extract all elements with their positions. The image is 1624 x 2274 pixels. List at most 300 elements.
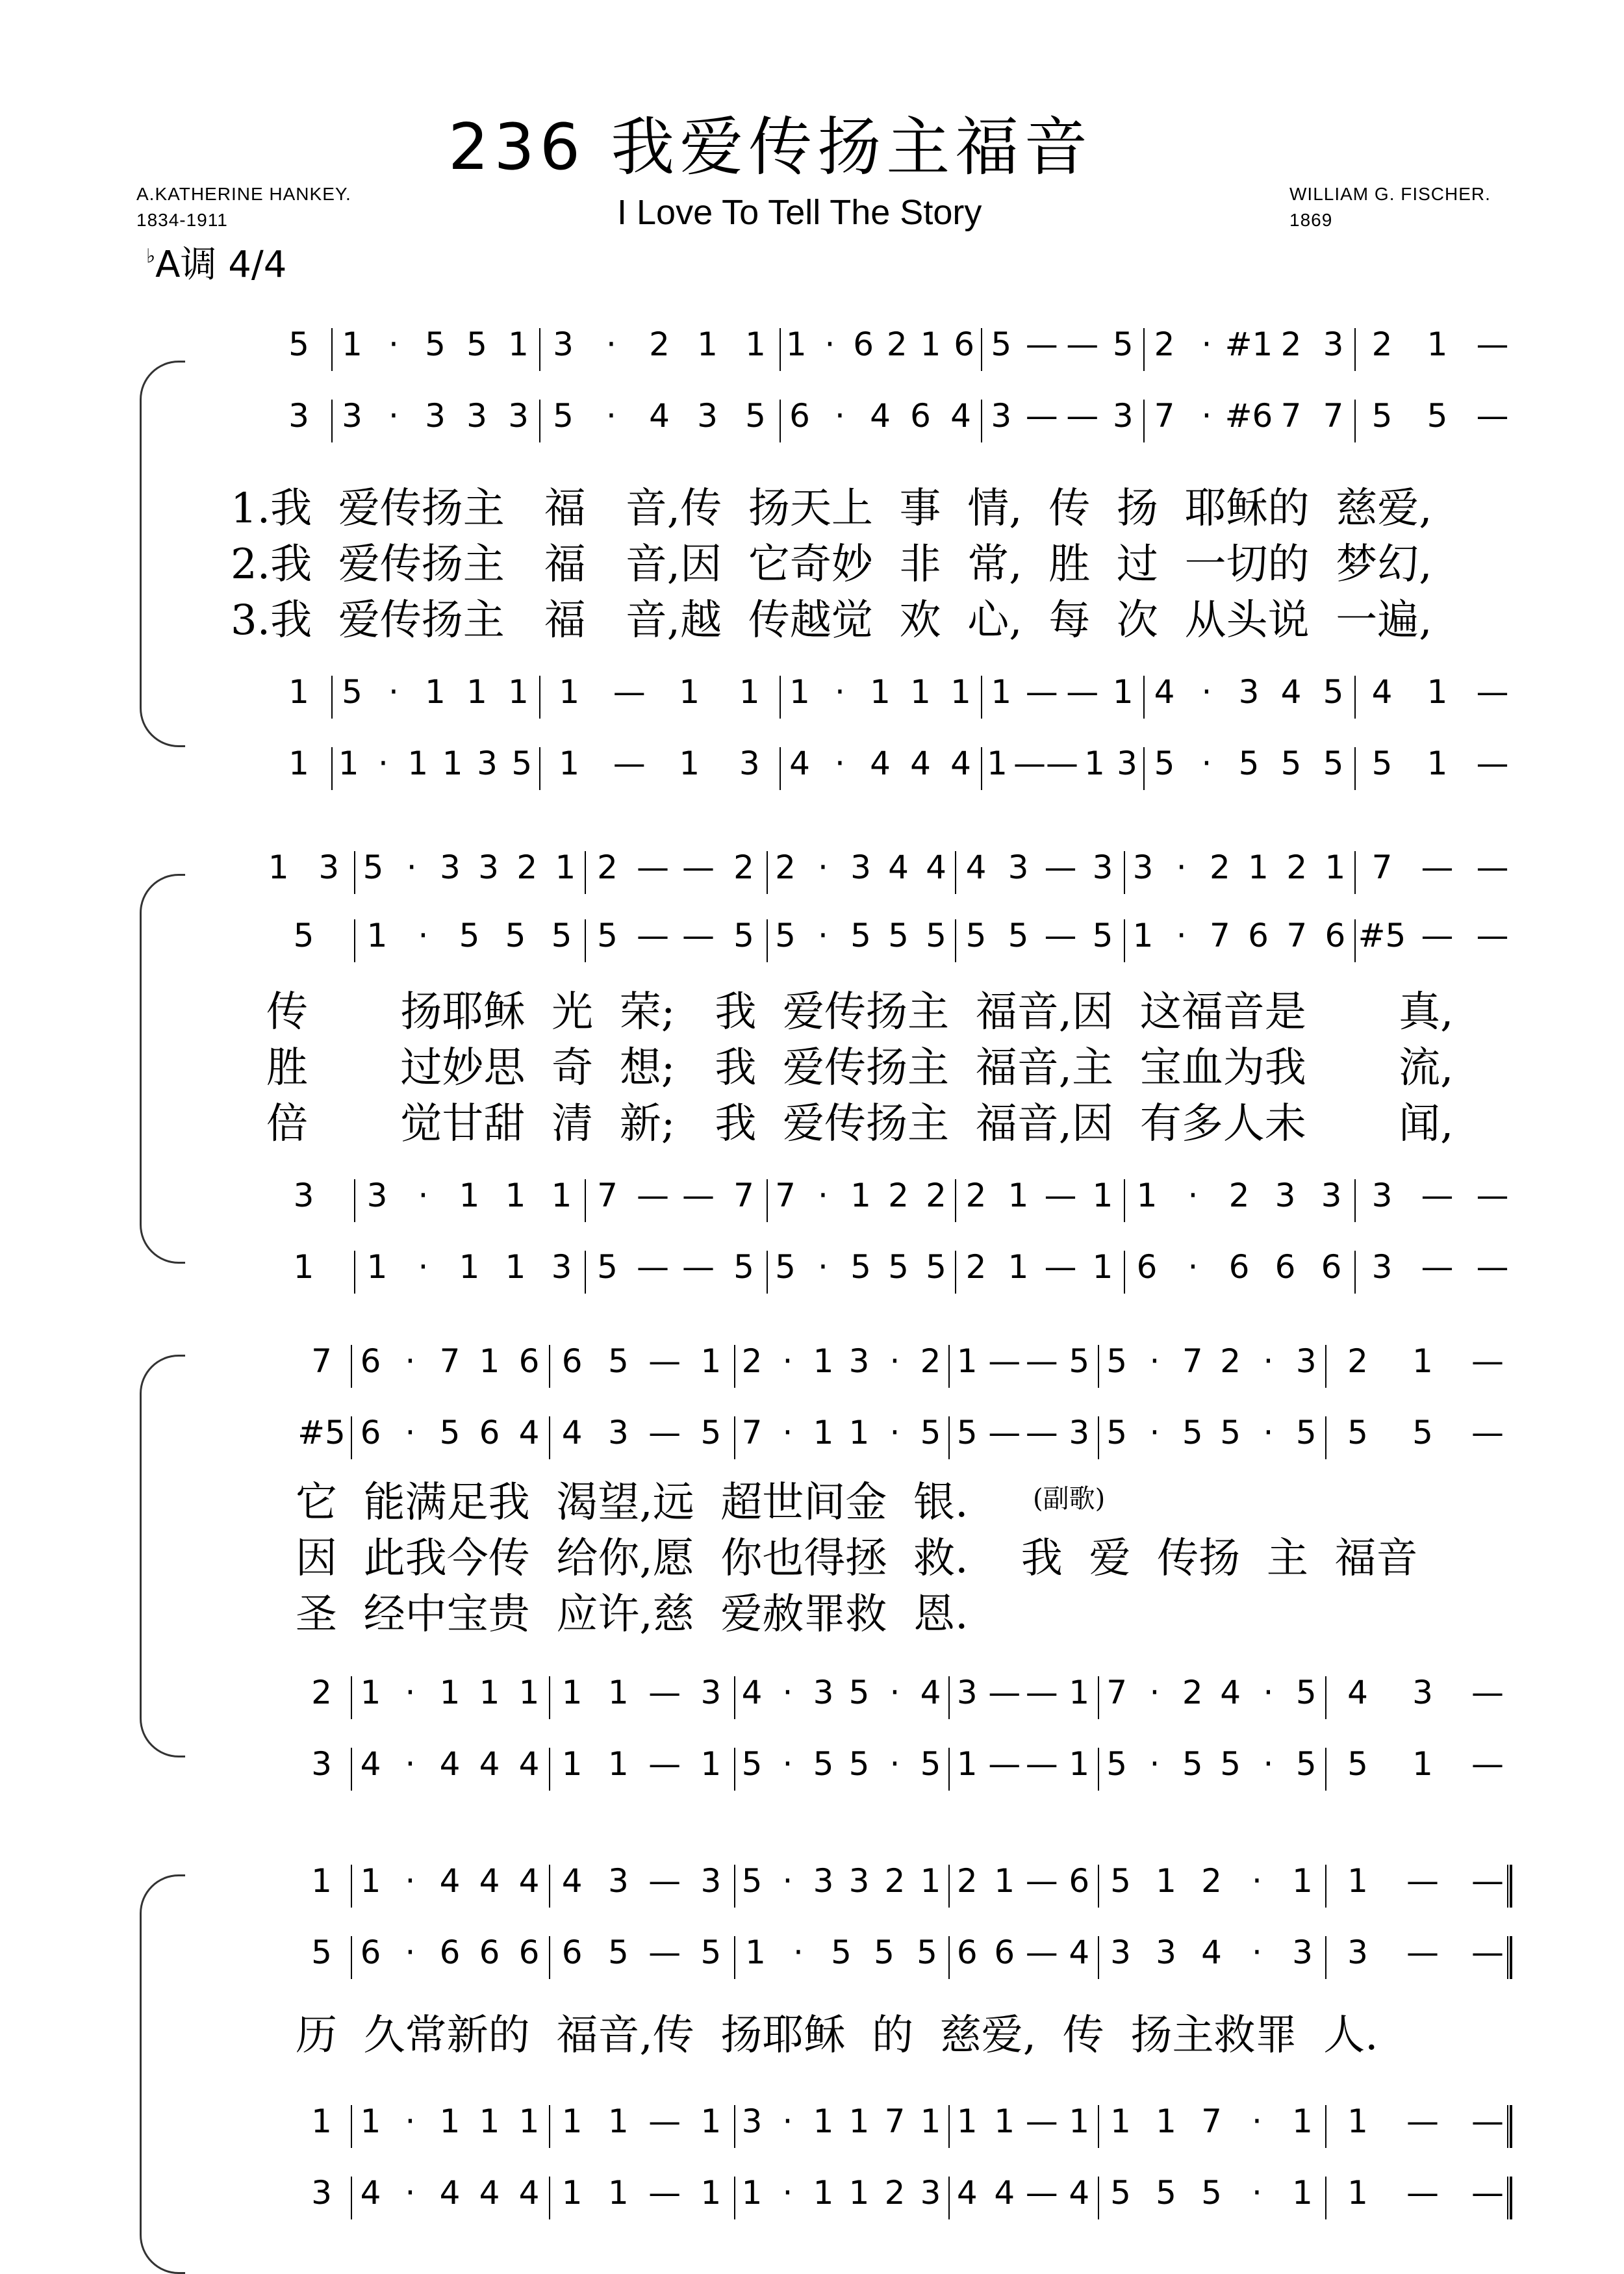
note: 5 xyxy=(1069,1342,1090,1380)
note: 6 xyxy=(1275,1248,1296,1286)
note: 4 xyxy=(561,1414,583,1451)
bar-line xyxy=(780,676,781,719)
sustain-dash: — xyxy=(1421,1248,1454,1286)
dot: · xyxy=(606,397,616,435)
note: 4 xyxy=(870,397,891,435)
lyric-line: 1.我 爱传扬主 福 音,传 扬天上 事 情, 传 扬 耶稣的 慈爱, xyxy=(231,485,1432,533)
bar-line xyxy=(549,1865,550,1908)
note: 1 xyxy=(288,745,309,782)
note: 1 xyxy=(700,2174,722,2212)
note: 3 xyxy=(1347,1934,1368,1971)
bar-line xyxy=(948,2105,950,2148)
bar-line xyxy=(1325,1936,1326,1979)
bass-row xyxy=(0,1179,1624,1251)
note: 1 xyxy=(956,1745,978,1783)
note: 5 xyxy=(1220,1745,1241,1783)
sustain-dash: — xyxy=(613,673,646,711)
note: 2 xyxy=(1228,1177,1250,1214)
note: 3 xyxy=(1132,849,1154,886)
note: 5 xyxy=(1323,745,1344,782)
bar-line xyxy=(1325,1676,1326,1719)
sustain-dash: — xyxy=(1025,2174,1058,2212)
note: 5 xyxy=(741,1745,763,1783)
bar-line xyxy=(948,1345,950,1388)
note: 5 xyxy=(1323,673,1344,711)
note: 1 xyxy=(518,1674,540,1711)
bass-row xyxy=(0,1745,1624,1819)
note: 1 xyxy=(848,2102,870,2140)
note: 1 xyxy=(1347,2102,1368,2140)
note: 3 xyxy=(991,397,1012,435)
note: 4 xyxy=(1069,2174,1090,2212)
note: 5 xyxy=(597,917,618,954)
note: 5 xyxy=(926,1248,946,1286)
bar-line xyxy=(549,1676,550,1719)
note: 1 xyxy=(1084,745,1105,782)
note: 1 xyxy=(459,1177,480,1214)
note: 5 xyxy=(733,917,754,954)
bar-line xyxy=(1124,1251,1125,1294)
note: 4 xyxy=(1069,1934,1090,1971)
note: 4 xyxy=(870,745,891,782)
sustain-dash: — xyxy=(1476,745,1509,782)
melody-row xyxy=(0,1936,1624,2008)
bar-line xyxy=(1098,1936,1099,1979)
note: 4 xyxy=(888,849,909,886)
sustain-dash: — xyxy=(1025,2102,1058,2140)
dot: · xyxy=(1201,745,1212,782)
note: 2 xyxy=(1182,1674,1203,1711)
note: 3 xyxy=(850,849,871,886)
note: 2 xyxy=(886,326,907,363)
note: 5 xyxy=(1106,1414,1128,1451)
note: 3 xyxy=(477,745,498,782)
refrain-label: (副歌) xyxy=(1033,1484,1106,1514)
note: 3 xyxy=(697,397,718,435)
dot: · xyxy=(1263,1674,1274,1711)
final-bar-line xyxy=(1507,2105,1512,2148)
note: 5 xyxy=(1295,1414,1317,1451)
note: 3 xyxy=(607,1862,629,1900)
note: 3 xyxy=(1371,1248,1393,1286)
bar-line xyxy=(351,2177,352,2219)
note: 1 xyxy=(1110,2102,1131,2140)
note: #1 xyxy=(1224,326,1273,363)
bar-line xyxy=(1354,747,1356,790)
sustain-dash: — xyxy=(1025,1745,1058,1783)
note: 6 xyxy=(994,1934,1015,1971)
bar-line xyxy=(354,919,355,962)
note: 1 xyxy=(741,2174,763,2212)
note: 1 xyxy=(555,849,576,886)
note: 1 xyxy=(739,673,760,711)
note: 1 xyxy=(991,673,1012,711)
bar-line xyxy=(734,1676,735,1719)
note: 1 xyxy=(561,2174,583,2212)
bar-line xyxy=(549,1748,550,1791)
note: 5 xyxy=(288,326,309,363)
dot: · xyxy=(1252,1934,1262,1971)
note: 6 xyxy=(1069,1862,1090,1900)
bar-line xyxy=(734,2177,735,2219)
sustain-dash: — xyxy=(648,1414,681,1451)
note: 1 xyxy=(1092,1177,1113,1214)
note: 6 xyxy=(360,1342,381,1380)
bar-line xyxy=(354,1179,355,1222)
bar-line xyxy=(331,328,333,371)
note: 4 xyxy=(741,1674,763,1711)
note: 5 xyxy=(1182,1745,1203,1783)
note: 5 xyxy=(888,1248,909,1286)
note: 4 xyxy=(910,745,931,782)
sustain-dash: — xyxy=(1044,917,1077,954)
dot: · xyxy=(835,745,845,782)
note: 1 xyxy=(1412,1342,1433,1380)
note: 5 xyxy=(1295,1674,1317,1711)
bar-line xyxy=(948,2177,950,2219)
note: 2 xyxy=(1280,326,1302,363)
note: 4 xyxy=(479,1862,500,1900)
final-bar-line xyxy=(1507,1936,1512,1979)
key-signature xyxy=(146,244,287,286)
note: 4 xyxy=(439,1862,461,1900)
sustain-dash: — xyxy=(1025,1934,1058,1971)
note: 1 xyxy=(1292,2174,1313,2212)
bar-line xyxy=(1124,851,1125,894)
note: 3 xyxy=(813,1862,834,1900)
note: 1 xyxy=(288,673,309,711)
bass-row xyxy=(0,1676,1624,1748)
bar-line xyxy=(539,747,540,790)
note: 3 xyxy=(1069,1414,1090,1451)
note: 1 xyxy=(439,2102,461,2140)
note: 3 xyxy=(318,849,340,886)
note: 1 xyxy=(1292,2102,1313,2140)
note: 4 xyxy=(926,849,946,886)
dot: · xyxy=(418,1248,429,1286)
dot: · xyxy=(1187,1248,1199,1286)
note: 7 xyxy=(733,1177,754,1214)
sustain-dash: — xyxy=(1025,1862,1058,1900)
note: 1 xyxy=(508,673,529,711)
sustain-dash: — xyxy=(1421,849,1454,886)
note: 5 xyxy=(293,917,314,954)
note: 5 xyxy=(926,917,946,954)
bar-line xyxy=(539,400,540,442)
note: 4 xyxy=(920,1674,941,1711)
dot: · xyxy=(1201,673,1212,711)
bar-line xyxy=(981,328,982,371)
note: 7 xyxy=(1106,1674,1128,1711)
bar-line xyxy=(1325,1865,1326,1908)
note: 1 xyxy=(1136,1177,1158,1214)
bar-line xyxy=(734,1345,735,1388)
note: 5 xyxy=(1347,1414,1368,1451)
note: 2 xyxy=(741,1342,763,1380)
note: 7 xyxy=(1182,1342,1203,1380)
bar-line xyxy=(1325,2177,1326,2219)
note: 3 xyxy=(1321,1177,1342,1214)
sustain-dash: — xyxy=(648,2102,681,2140)
note: 1 xyxy=(561,1745,583,1783)
dot: · xyxy=(405,1342,416,1380)
note: 3 xyxy=(1117,745,1137,782)
note: 2 xyxy=(920,1342,941,1380)
note: 5 xyxy=(700,1934,722,1971)
note: 3 xyxy=(288,397,309,435)
note: 5 xyxy=(888,917,909,954)
note: 5 xyxy=(1106,1745,1128,1783)
dot: · xyxy=(1149,1745,1160,1783)
bar-line xyxy=(981,747,982,790)
note: 5 xyxy=(597,1248,618,1286)
note: 3 xyxy=(1275,1177,1296,1214)
sustain-dash: — xyxy=(1013,745,1046,782)
bar-line xyxy=(549,1345,550,1388)
sustain-dash: — xyxy=(648,1862,681,1900)
note: 3 xyxy=(813,1674,834,1711)
note: 3 xyxy=(1112,397,1134,435)
note: 1 xyxy=(848,2174,870,2212)
note: 7 xyxy=(884,2102,906,2140)
bar-line xyxy=(1098,1345,1099,1388)
note: 5 xyxy=(874,1934,894,1971)
note: 3 xyxy=(293,1177,314,1214)
sustain-dash: — xyxy=(1044,849,1077,886)
note: 2 xyxy=(649,326,670,363)
sustain-dash: — xyxy=(1025,1674,1058,1711)
bass-row xyxy=(0,2102,1624,2177)
note: 1 xyxy=(293,1248,314,1286)
note: 1 xyxy=(1008,1248,1029,1286)
dot: · xyxy=(1149,1674,1160,1711)
note: 4 xyxy=(479,2174,500,2212)
note: 1 xyxy=(551,1177,572,1214)
sustain-dash: — xyxy=(682,1248,715,1286)
note: 3 xyxy=(1008,849,1029,886)
note: 4 xyxy=(789,745,810,782)
bar-line xyxy=(955,1179,956,1222)
note: 1 xyxy=(789,673,810,711)
note: 2 xyxy=(311,1674,332,1711)
melody-row xyxy=(0,328,1624,400)
note: 1 xyxy=(1427,745,1448,782)
note: 6 xyxy=(1228,1248,1250,1286)
bar-line xyxy=(549,1936,550,1979)
note: 1 xyxy=(366,1248,388,1286)
note: 6 xyxy=(360,1414,381,1451)
note: 3 xyxy=(1292,1934,1313,1971)
bar-line xyxy=(1098,1748,1099,1791)
bar-line xyxy=(351,1676,352,1719)
sustain-dash: — xyxy=(1476,1177,1509,1214)
note: 3 xyxy=(700,1862,722,1900)
note: 6 xyxy=(789,397,810,435)
bar-line xyxy=(585,919,586,962)
dot: · xyxy=(388,326,399,363)
bar-line xyxy=(351,1416,352,1459)
bar-line xyxy=(1143,328,1145,371)
sustain-dash: — xyxy=(1066,326,1099,363)
dot: · xyxy=(1149,1342,1160,1380)
note: 6 xyxy=(561,1342,583,1380)
bar-line xyxy=(1354,919,1356,962)
note: 6 xyxy=(1136,1248,1158,1286)
bar-line xyxy=(767,919,768,962)
final-bar-line xyxy=(1507,1865,1512,1908)
note: 4 xyxy=(1280,673,1302,711)
note: 7 xyxy=(1210,917,1230,954)
note: 1 xyxy=(870,673,891,711)
dot: · xyxy=(405,1674,416,1711)
note: 1 xyxy=(850,1177,871,1214)
note: 3 xyxy=(478,849,499,886)
note: 1 xyxy=(1412,1745,1433,1783)
note: 5 xyxy=(1008,917,1029,954)
note: 2 xyxy=(1220,1342,1241,1380)
note: 4 xyxy=(518,1862,540,1900)
dot: · xyxy=(782,1862,793,1900)
bar-line xyxy=(351,1865,352,1908)
bar-line xyxy=(1098,1416,1099,1459)
dot: · xyxy=(418,917,429,954)
melody-row xyxy=(0,397,1624,471)
note: 5 xyxy=(1347,1745,1368,1783)
dot: · xyxy=(889,1414,900,1451)
dot: · xyxy=(405,1414,416,1451)
note: 1 xyxy=(407,745,429,782)
melody-row xyxy=(0,1342,1624,1416)
note: #5 xyxy=(1358,917,1406,954)
note: 2 xyxy=(1347,1342,1368,1380)
sustain-dash: — xyxy=(648,1674,681,1711)
note: 1 xyxy=(813,2174,834,2212)
bar-line xyxy=(1325,2105,1326,2148)
bar-line xyxy=(948,1748,950,1791)
note: 2 xyxy=(884,1862,906,1900)
note: 1 xyxy=(1112,673,1134,711)
note: 5 xyxy=(920,1745,941,1783)
bar-line xyxy=(354,1251,355,1294)
note: 1 xyxy=(607,1745,629,1783)
sustain-dash: — xyxy=(1025,397,1058,435)
note: 2 xyxy=(1371,326,1393,363)
note: 3 xyxy=(848,1342,870,1380)
note: 5 xyxy=(1106,1342,1128,1380)
note: 5 xyxy=(775,1248,796,1286)
bar-line xyxy=(767,1179,768,1222)
note: 5 xyxy=(700,1414,722,1451)
bar-line xyxy=(1354,1251,1356,1294)
note: 6 xyxy=(1321,1248,1342,1286)
sustain-dash: — xyxy=(1046,745,1078,782)
dot: · xyxy=(378,745,388,782)
note: 1 xyxy=(459,1248,480,1286)
bar-line xyxy=(948,1865,950,1908)
bar-line xyxy=(948,1676,950,1719)
sustain-dash: — xyxy=(988,1674,1021,1711)
note: 4 xyxy=(1220,1674,1241,1711)
sustain-dash: — xyxy=(1476,673,1509,711)
dot: · xyxy=(889,1342,900,1380)
dot: · xyxy=(793,1934,804,1971)
sustain-dash: — xyxy=(1471,2174,1504,2212)
note: 2 xyxy=(733,849,754,886)
note: 3 xyxy=(956,1674,978,1711)
note: 6 xyxy=(439,1934,461,1971)
bar-line xyxy=(948,1936,950,1979)
bar-line xyxy=(549,1416,550,1459)
hymn-subtitle: I Love To Tell The Story xyxy=(617,193,982,232)
note: 4 xyxy=(360,2174,381,2212)
sustain-dash: — xyxy=(1025,326,1058,363)
note: 4 xyxy=(965,849,987,886)
note: 6 xyxy=(479,1414,500,1451)
note: 1 xyxy=(366,917,388,954)
note: 5 xyxy=(965,917,987,954)
note: 1 xyxy=(1427,326,1448,363)
note: 5 xyxy=(733,1248,754,1286)
note: 2 xyxy=(965,1248,987,1286)
note: 1 xyxy=(561,1674,583,1711)
note: 4 xyxy=(360,1745,381,1783)
note: 1 xyxy=(679,745,700,782)
note: 3 xyxy=(700,1674,722,1711)
sustain-dash: — xyxy=(1421,917,1454,954)
sustain-dash: — xyxy=(648,1934,681,1971)
note: 1 xyxy=(559,673,580,711)
note: 1 xyxy=(505,1248,526,1286)
note: 5 xyxy=(1295,1745,1317,1783)
note: 7 xyxy=(775,1177,796,1214)
bar-line xyxy=(734,1748,735,1791)
note: 5 xyxy=(439,1414,461,1451)
note: 5 xyxy=(775,917,796,954)
dot: · xyxy=(782,1342,793,1380)
note: 6 xyxy=(910,397,931,435)
composer-name: WILLIAM G. FISCHER. xyxy=(1289,184,1491,204)
bar-line xyxy=(351,1345,352,1388)
note: 5 xyxy=(991,326,1012,363)
note: 5 xyxy=(1220,1414,1241,1451)
note: 3 xyxy=(466,397,487,435)
sustain-dash: — xyxy=(1471,2102,1504,2140)
note: 3 xyxy=(311,2174,332,2212)
sustain-dash: — xyxy=(637,1177,669,1214)
note: 5 xyxy=(362,849,384,886)
note: 5 xyxy=(956,1414,978,1451)
note: 6 xyxy=(561,1934,583,1971)
dot: · xyxy=(818,917,828,954)
note: 3 xyxy=(1295,1342,1317,1380)
bar-line xyxy=(331,400,333,442)
note: 7 xyxy=(311,1342,332,1380)
note: 1 xyxy=(745,1934,766,1971)
bar-line xyxy=(780,747,781,790)
bar-line xyxy=(1325,1748,1326,1791)
note: 5 xyxy=(505,917,526,954)
note: 1 xyxy=(607,2174,629,2212)
note: 3 xyxy=(1323,326,1344,363)
note: 1 xyxy=(994,2102,1015,2140)
note: 3 xyxy=(741,2102,763,2140)
sustain-dash: — xyxy=(1066,397,1099,435)
note: 2 xyxy=(884,2174,906,2212)
note: 2 xyxy=(1286,849,1308,886)
note: 1 xyxy=(360,2102,381,2140)
dot: · xyxy=(818,849,828,886)
note: 3 xyxy=(1412,1674,1433,1711)
